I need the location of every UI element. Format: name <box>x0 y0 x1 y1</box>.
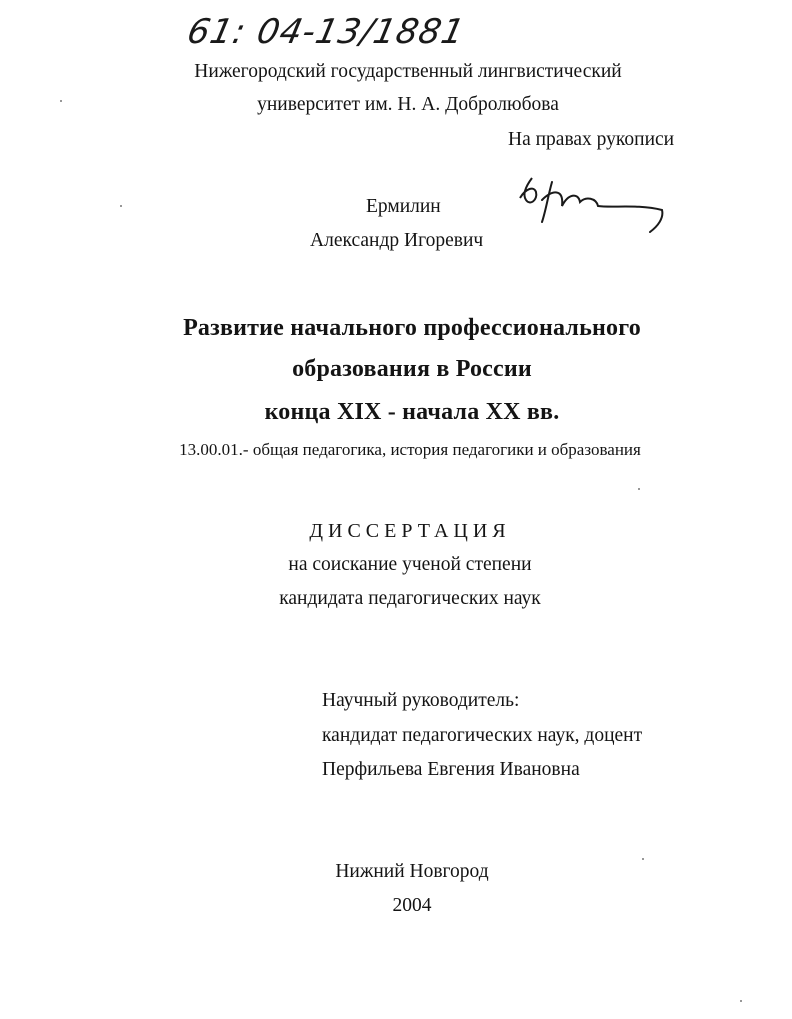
document-type-label: ДИССЕРТАЦИЯ <box>309 520 511 542</box>
scan-speck <box>60 100 62 102</box>
author-signature <box>512 170 672 240</box>
title-line2: образования в России <box>292 356 532 382</box>
university-line2: университет им. Н. А. Добролюбова <box>257 94 559 115</box>
scan-speck <box>642 858 644 860</box>
author-given-names: Александр Игоревич <box>310 230 484 251</box>
degree-line1: на соискание ученой степени <box>288 554 532 575</box>
university-line1: Нижегородский государственный лингвистический <box>194 61 622 82</box>
scan-speck <box>638 488 640 490</box>
degree-line2: кандидата педагогических наук <box>279 588 541 609</box>
scan-speck <box>740 1000 742 1002</box>
author-surname: Ермилин <box>366 196 441 217</box>
supervisor-heading: Научный руководитель: <box>322 690 520 711</box>
manuscript-note: На правах рукописи <box>508 129 675 150</box>
supervisor-name: Перфильева Евгения Ивановна <box>322 759 580 780</box>
archive-code-handwritten: 61: 04-13/1881 <box>183 12 469 52</box>
year: 2004 <box>392 895 432 916</box>
scan-speck <box>120 205 122 207</box>
title-line3: конца XIX - начала XX вв. <box>264 399 560 425</box>
city: Нижний Новгород <box>335 861 489 882</box>
supervisor-degree: кандидат педагогических наук, доцент <box>322 725 643 746</box>
specialty-code: 13.00.01.- общая педагогика, история педагогики и образования <box>179 440 641 459</box>
title-line1: Развитие начального профессионального <box>183 315 641 341</box>
